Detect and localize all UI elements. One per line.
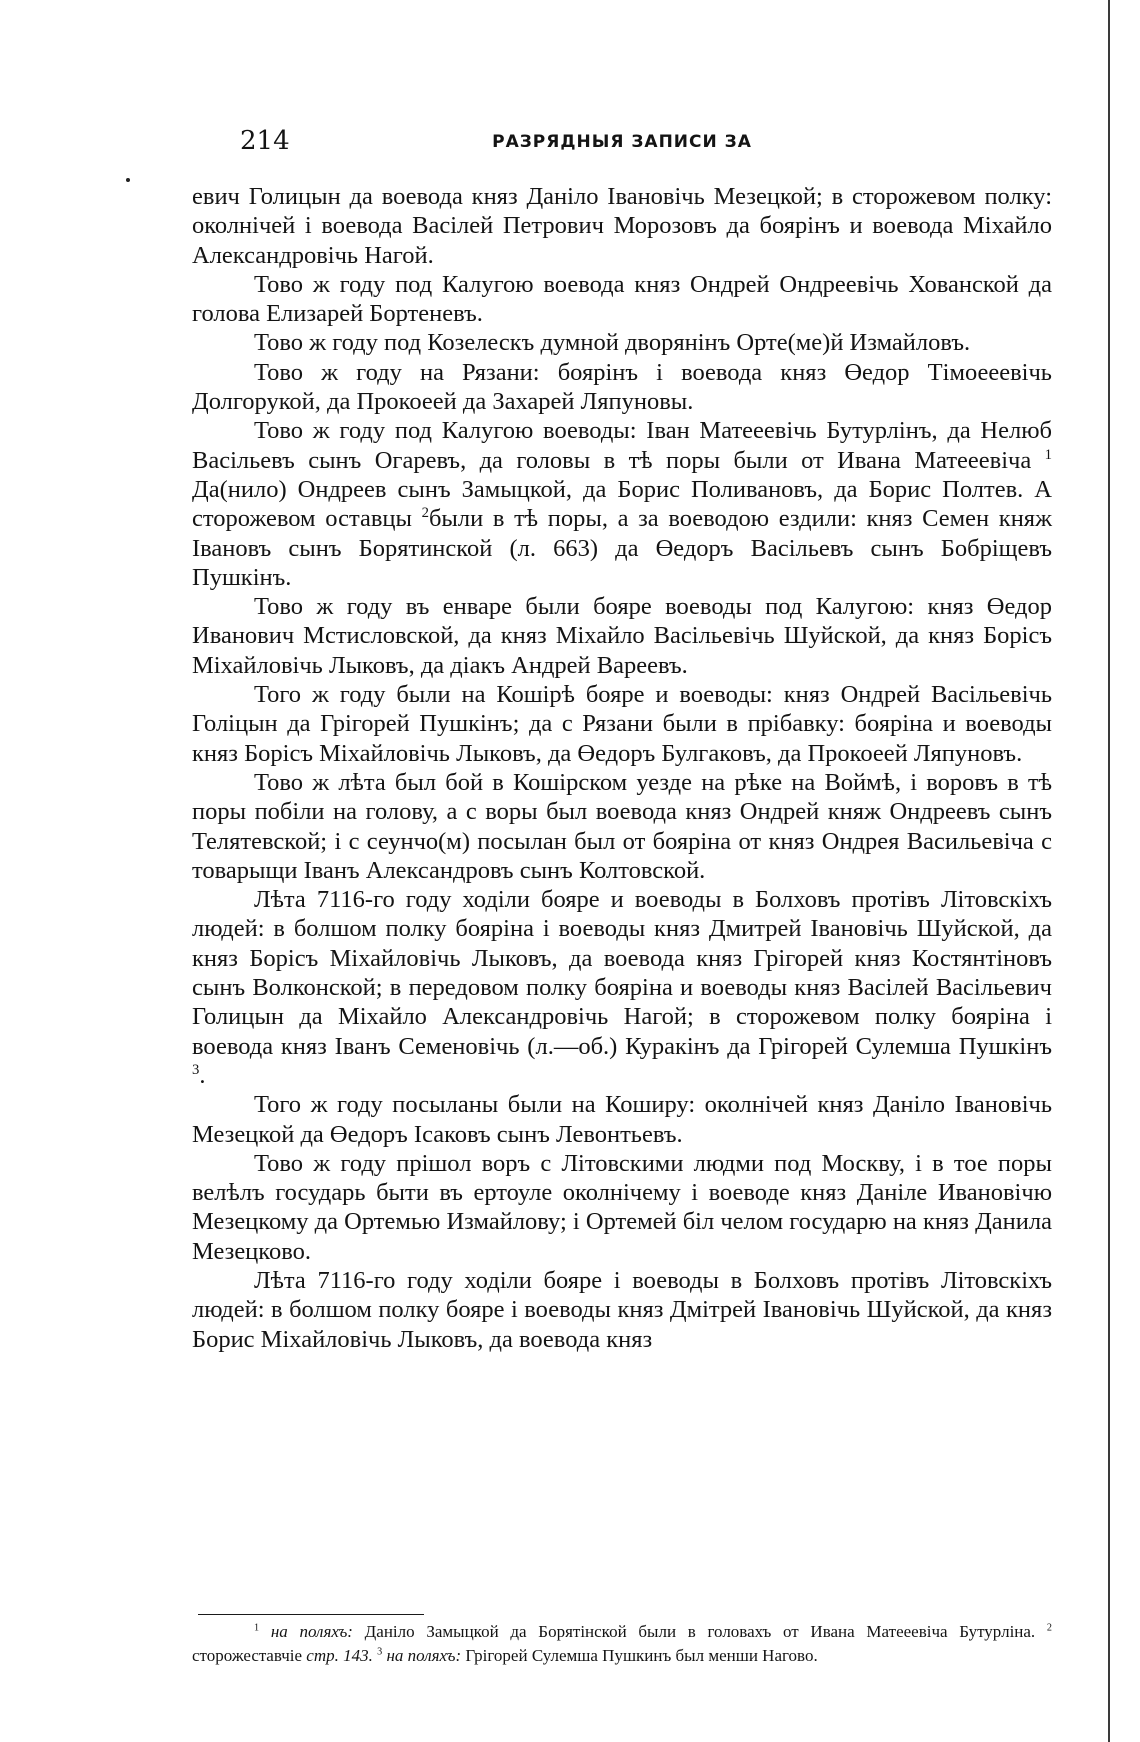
paragraph: Тово ж году прішол воръ с Літовскими людми под Москву, і в тое поры велѣлъ государь быти въ ертоуле околнічему і воеводе княз Даніле Ивановічю Мезецкому да Ортемью Измайлову; і Ортемей біл челом государю на княз Данила Мезецково. xyxy=(192,1149,1052,1265)
print-speck xyxy=(126,178,130,182)
footnote-ref: 3 xyxy=(192,1061,200,1078)
paragraph-text: . xyxy=(199,1061,206,1089)
footnote-text: Грігорей Сулемша Пушкинъ был менши Нагово. xyxy=(461,1646,818,1665)
footnote-ref: 1 xyxy=(1044,446,1052,463)
footnote-divider xyxy=(198,1614,424,1615)
footnote-ref: 2 xyxy=(421,505,429,522)
footnote-text: сторожестaвчіе xyxy=(192,1646,307,1665)
paragraph-text: Тово ж году под Калугою воеводы: Іван Матееевічь Бутурлінъ, да Нелюб Васільевъ сынъ Огаревъ, да головы в тѣ поры были от Ивана Матееевіча xyxy=(192,417,1052,474)
footnotes xyxy=(192,1620,1052,1668)
paragraph: Лѣта 7116-го году ходіли бояре і воеводы в Болховъ протівъ Літовскіхъ людей: в болшом полку бояре і воеводы княз Дмітрей Івановічь Шуйской, да княз Борис Міхайловічь Лыковъ, да воевода княз xyxy=(192,1266,1052,1353)
paragraph: евич Голицын да воевода княз Даніло Івановічь Мезецкой; в сторожевом полку: околнічей і воевода Васілей Петрович Морозовъ да боярінъ и воевода Міхайло Александровічь Нагой. xyxy=(192,183,1052,269)
paragraph-text: были в тѣ поры, а за воеводою ездили: княз Семен княж Івановъ сынъ Борятинской (л. 663) да Өедоръ Васільевъ сынъ Бобріщевъ Пушкінъ. xyxy=(192,505,1052,591)
paragraph: Тово ж году под Козелескъ думной дворянінъ Орте(ме)й Измайловъ. xyxy=(254,329,971,357)
page-number: 214 xyxy=(240,126,290,156)
page-header xyxy=(192,126,1052,162)
paragraph: Тово ж году на Рязани: боярінъ і воевода княз Өедор Тімоееевічь Долгорукой, да Прокоеей да Захарей Ляпуновы. xyxy=(192,358,1052,416)
paragraph: Того ж году посыланы были на Коширу: околнічей княз Даніло Івановічь Мезецкой да Өедоръ Ісаковъ сынъ Левонтьевъ. xyxy=(192,1091,1052,1148)
paragraph-text: Лѣта 7116-го году ходіли бояре и воеводы в Болховъ протівъ Літовскіхъ людей: в болшом полку бояріна і воеводы княз Дмитрей Івановічь Шуйской, да княз Борісъ Міхайловічь Лыковъ, да воевода княз Грігорей княз Костянтіновъ сынъ Волконской; в передовом полку бояріна и воеводы княз Васілей Васільевич Голицын да Міхайло Александровічь Нагой; в сторожевом полку бояріна і воевода княз Іванъ Семеновічь (л.—об.) Куракінъ да Грігорей Сулемша Пушкінъ xyxy=(192,886,1052,1060)
paragraph xyxy=(192,416,1052,592)
footnote-mark: 1 xyxy=(254,1622,260,1634)
paragraph: Тово ж году въ енваре были бояре воеводы под Калугою: княз Өедор Иванович Мстисловской, да княз Міхайло Васільевічь Шуйской, да княз Борісъ Міхайловічь Лыковъ, да діакъ Андрей Вареевъ. xyxy=(192,593,1052,679)
footnote-mark: 3 xyxy=(377,1646,383,1658)
main-text xyxy=(192,182,1052,1354)
footnote-label: на поляхъ: xyxy=(386,1646,462,1665)
footnote-label: на поляхъ: xyxy=(270,1622,353,1641)
page-edge-rule xyxy=(1108,0,1110,1742)
footnote-text: Даніло Замыцкой да Борятінской были в головахъ от Ивана Матееевіча Бутурліна. xyxy=(352,1622,1047,1641)
paragraph xyxy=(192,885,1052,1090)
footnote-mark: 2 xyxy=(1046,1622,1052,1634)
footnote-page-ref: стр. 143. xyxy=(306,1646,373,1665)
paragraph: Тово ж году под Калугою воевода княз Ондрей Ондреевічь Хованской да голова Елизарей Бортеневъ. xyxy=(192,270,1052,328)
paragraph: Того ж году были на Кошірѣ бояре и воеводы: княз Ондрей Васільевічь Голіцын да Грігорей Пушкінъ; да с Рязани были в прібавку: бояріна и воеводы княз Борісъ Міхайловічь Лыковъ, да Өедоръ Булгаковъ, да Прокоеей Ляпуновъ. xyxy=(192,681,1052,767)
paragraph: Тово ж лѣта был бой в Кошірском уезде на рѣке на Воймѣ, і воровъ в тѣ поры побіли на голову, а с воры был воевода княз Ондрей княж Ондреевъ сынъ Телятевской; і с сеунчо(м) посылан был от бояріна от княз Ондрея Васильевіча с товарыщи Іванъ Александровъ сынъ Колтовской. xyxy=(192,768,1052,884)
paragraph-text: Да(нило) Ондреев сынъ Замыцкой, да Борис Поливановъ, да Борис Полтев. А сторожевом оставцы xyxy=(192,475,1052,533)
running-title: РАЗРЯДНЫЯ ЗАПИСИ ЗА xyxy=(492,132,752,152)
